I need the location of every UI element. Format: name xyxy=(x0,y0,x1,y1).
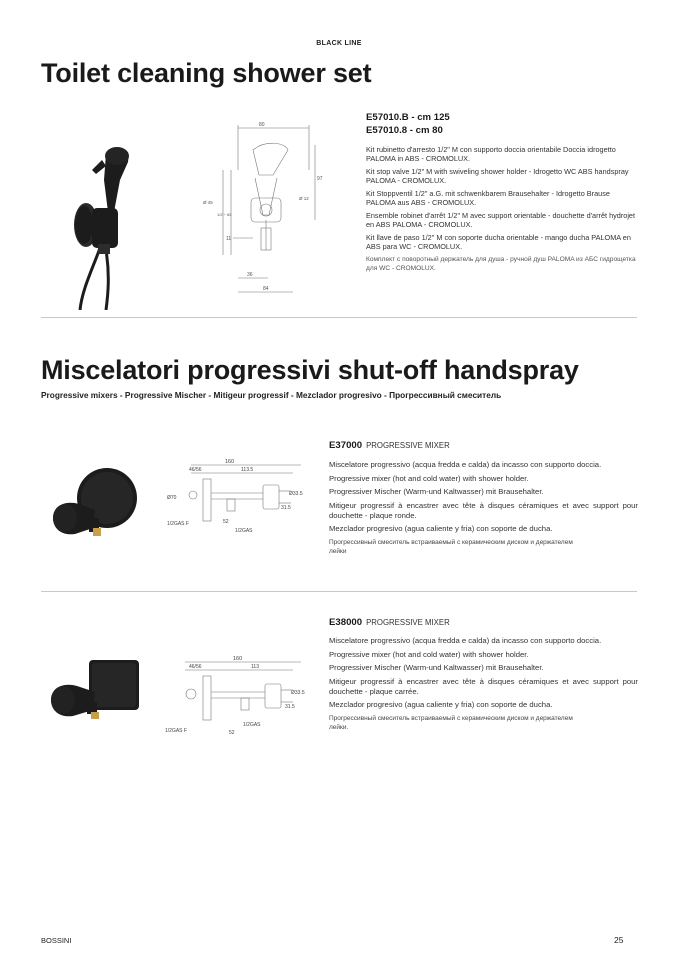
shower-set-photo xyxy=(62,140,142,310)
e37000-desc-fr: Mitigeur progressif à encastrer avec tête à disques céramiques et avec support pour douchette - plaque ronde. xyxy=(329,500,638,520)
e38-dim-113: 113 xyxy=(251,664,259,670)
mixers-subtitle: Progressive mixers - Progressive Mischer - Mitigeur progressif - Mezclador progresivo - Прогрессивный смеситель xyxy=(41,390,502,400)
e38-dim-315: 31.5 xyxy=(285,704,295,710)
shower-set-drawing xyxy=(193,120,328,300)
dim-side: Ø 45 xyxy=(203,200,213,205)
dim-84: 84 xyxy=(263,286,269,292)
e37000-photo xyxy=(45,468,140,538)
divider-2 xyxy=(41,591,637,592)
page-title-mixers: Miscelatori progressivi shut-off handspray xyxy=(41,355,579,385)
e37-dim-4656: 46/56 xyxy=(189,467,202,473)
e37-dim-52: 52 xyxy=(223,519,229,525)
dim-vert: 1/2 ÷ 65 xyxy=(217,212,232,217)
shower-set-descriptions xyxy=(366,145,638,277)
e37000-drawing xyxy=(163,457,308,537)
e38-dim-4656: 46/56 xyxy=(189,664,202,670)
e37000-descriptions xyxy=(329,460,638,560)
e38000-descriptions xyxy=(329,636,638,736)
e38000-desc-de: Progressiver Mischer (Warm-und Kaltwasser) mit Brausehalter. xyxy=(329,663,544,672)
e38000-desc-es: Mezclador progresivo (agua caliente y fria) con soporte de ducha. xyxy=(329,700,553,710)
e38000-code: E38000 xyxy=(329,617,363,628)
desc-fr: Ensemble robinet d'arrêt 1/2" M avec support orientable - douchette d'arrêt hydrojet en ABS PALOMA - CROMOLUX. xyxy=(366,211,636,230)
e38000-desc-it: Miscelatore progressivo (acqua fredda e calda) da incasso con supporto doccia. xyxy=(329,636,602,645)
e37-dim-1135: 113.5 xyxy=(241,467,254,473)
desc-it: Kit rubinetto d'arresto 1/2" M con supporto doccia orientabile Doccia idrogetto PALOMA in ABS - CROMOLUX. xyxy=(366,145,616,164)
e37-dim-70: Ø70 xyxy=(167,495,177,501)
e38000-desc-fr: Mitigeur progressif à encastrer avec tête à disques céramiques et avec support pour douchette - plaque carrée. xyxy=(329,676,638,696)
e38-dim-52: 52 xyxy=(229,730,235,736)
e37-dim-315: 31.5 xyxy=(281,505,291,511)
e37000-label: PROGRESSIVE MIXER xyxy=(366,441,450,450)
e37000-desc-en: Progressive mixer (hot and cold water) with shower holder. xyxy=(329,473,529,483)
dim-width: 80 xyxy=(259,122,265,128)
e38000-label: PROGRESSIVE MIXER xyxy=(366,618,450,627)
e38000-heading xyxy=(329,617,450,628)
e38000-photo xyxy=(45,660,140,725)
e37-dim-12gas: 1/2GAS xyxy=(235,528,253,534)
e38-dim-12gasf: 1/2GAS F xyxy=(165,728,187,734)
e38-dim-335: Ø33.5 xyxy=(291,690,305,696)
e37-dim-160: 160 xyxy=(225,459,235,465)
section-header: BLACK LINE xyxy=(316,40,362,47)
page-number: 25 xyxy=(614,935,624,945)
e38-dim-12gas: 1/2GAS xyxy=(243,722,261,728)
e38000-desc-ru: Прогрессивный смеситель встраиваемый с керамическим диском и держателем лейки. xyxy=(329,714,573,732)
code-80: E57010.8 - cm 80 xyxy=(366,125,443,136)
dim-small: Ø 12 xyxy=(299,196,309,201)
page-title-shower-set: Toilet cleaning shower set xyxy=(41,58,372,88)
code-125: E57010.B - cm 125 xyxy=(366,112,450,123)
dim-height: 97 xyxy=(317,176,323,182)
e37000-desc-es: Mezclador progresivo (agua caliente y fria) con soporte de ducha. xyxy=(329,524,553,534)
e38000-drawing xyxy=(163,652,308,737)
e37-dim-335: Ø33.5 xyxy=(289,491,303,497)
desc-es: Kit llave de paso 1/2" M con soporte ducha orientable - mango ducha PALOMA en ABS para WC - CROMOLUX. xyxy=(366,233,631,252)
e37000-desc-de: Progressiver Mischer (Warm-und Kaltwasser) mit Brausehalter. xyxy=(329,487,544,496)
product-codes xyxy=(366,111,450,137)
e37000-desc-ru: Прогрессивный смеситель встраиваемый с керамическим диском и держателем лейки xyxy=(329,538,573,556)
desc-ru: Комплект с поворотный держатель для душа - ручной душ PALOMA из АБС гидрощетка для WC - CROMOLUX. xyxy=(366,256,636,273)
dim-11: 11 xyxy=(226,236,232,242)
e38000-desc-en: Progressive mixer (hot and cold water) with shower holder. xyxy=(329,649,529,659)
footer-brand: BOSSINI xyxy=(41,936,72,945)
e37000-heading xyxy=(329,440,450,451)
dim-36: 36 xyxy=(247,272,253,278)
e37-dim-12gasf: 1/2GAS F xyxy=(167,521,189,527)
desc-en: Kit stop valve 1/2" M with swiveling shower holder - Idrogetto WC ABS handspray PALOMA - CROMOLUX. xyxy=(366,167,629,186)
e37000-code: E37000 xyxy=(329,440,363,451)
desc-de: Kit Stoppventil 1/2" a.G. mit schwenkbarem Brausehalter - Idrogetto Brause PALOMA aus ABS - CROMOLUX. xyxy=(366,189,610,208)
e38-dim-160: 160 xyxy=(233,656,243,662)
e37000-desc-it: Miscelatore progressivo (acqua fredda e calda) da incasso con supporto doccia. xyxy=(329,460,602,469)
divider-1 xyxy=(41,317,637,318)
